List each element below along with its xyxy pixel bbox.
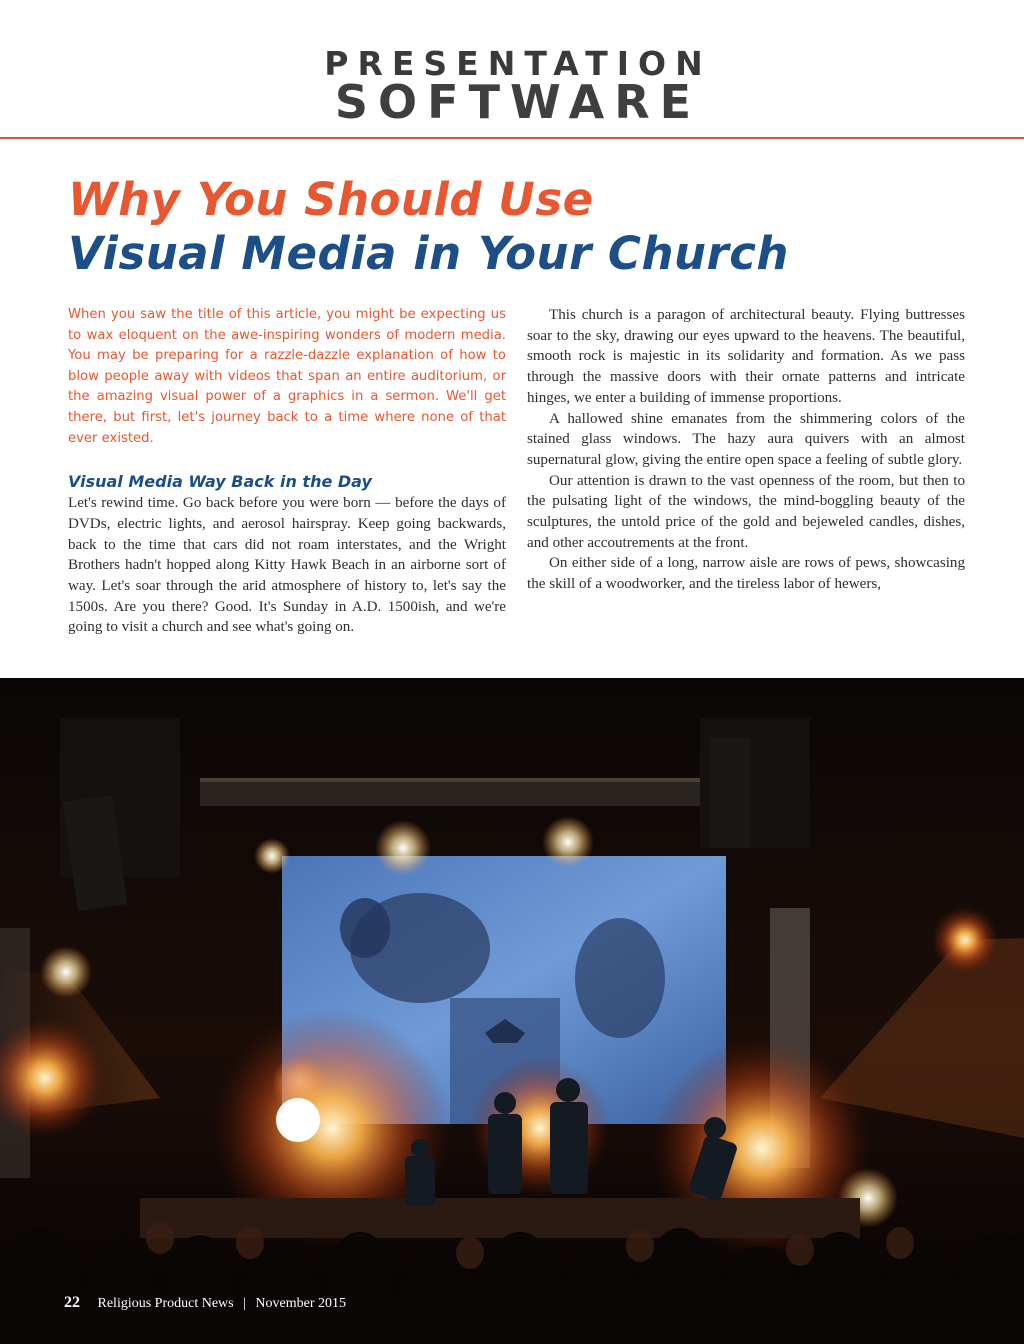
header-rule (0, 137, 1024, 139)
subhead: Visual Media Way Back in the Day (68, 472, 372, 492)
article-title-line1: Why You Should Use (68, 173, 594, 226)
right-column (527, 305, 965, 595)
stage-light (931, 906, 999, 974)
right-body-paragraph-3: Our attention is drawn to the vast openness of the room, but then to the pulsating light of the windows, the mind-boggling beauty of the sculptures, the untold price of the gold and bejeweled candles, dishes, and other accoutrements at the front. (527, 472, 965, 551)
issue-date: November 2015 (255, 1296, 347, 1311)
stage-light (276, 1098, 320, 1142)
concert-photo (0, 678, 1024, 1344)
article-title (68, 172, 968, 280)
right-body-paragraph-1: This church is a paragon of architectural beauty. Flying buttresses soar to the sky, drawing our eyes upward to the heavens. The beautiful, smooth rock is majestic in its solidarity and formation. As we pass through the massive doors with their ornate patterns and intricate hinges, we enter a building of immense proportions. (527, 307, 965, 406)
lighting-truss (200, 778, 720, 806)
right-body-paragraph-4: On either side of a long, narrow aisle are rows of pews, showcasing the skill of a woodworker, and the tireless labor of hewers, (527, 555, 965, 593)
speaker-stack-right (710, 738, 750, 848)
intro-paragraph: When you saw the title of this article, you might be expecting us to wax eloquent on the awe-inspiring wonders of modern media. You may be preparing for a razzle-dazzle explanation of how to blow people away with videos that span an entire auditorium, or the amazing visual power of a graphics in a sermon. We'll get there, but first, let's journey back to a time where none of that ever existed. (68, 307, 506, 446)
stage-light (254, 838, 290, 874)
publication-name: Religious Product News (97, 1296, 234, 1311)
footer-separator: | (243, 1296, 246, 1311)
stage-light (542, 816, 594, 868)
left-column (68, 305, 506, 638)
article-title-line2: Visual Media in Your Church (68, 227, 789, 280)
right-body-paragraph-2: A hallowed shine emanates from the shimmering colors of the stained glass windows. The hazy aura quivers with an almost supernatural glow, giving the entire open space a feeling of subtle glory. (527, 410, 965, 468)
page-number: 22 (64, 1294, 80, 1311)
page-footer (64, 1294, 346, 1312)
left-body-paragraph: Let's rewind time. Go back before you were born — before the days of DVDs, electric lights, and aerosol hairspray. Keep going backwards, back to the time that cars did not roam interstates, and the Wright Brothers hadn't hopped along Kitty Hawk Beach in an airborne sort of way. Let's soar through the arid atmosphere of history to, let's say the 1500s. Are you there? Good. It's Sunday in A.D. 1500ish, and we're going to visit a church and see what's going on. (68, 495, 506, 636)
section-label-line1: PRESENTATION (324, 44, 712, 83)
stage-light (40, 946, 92, 998)
section-label-line2: SOFTWARE (334, 75, 702, 129)
stage-light (375, 820, 431, 876)
section-label (0, 44, 1024, 129)
